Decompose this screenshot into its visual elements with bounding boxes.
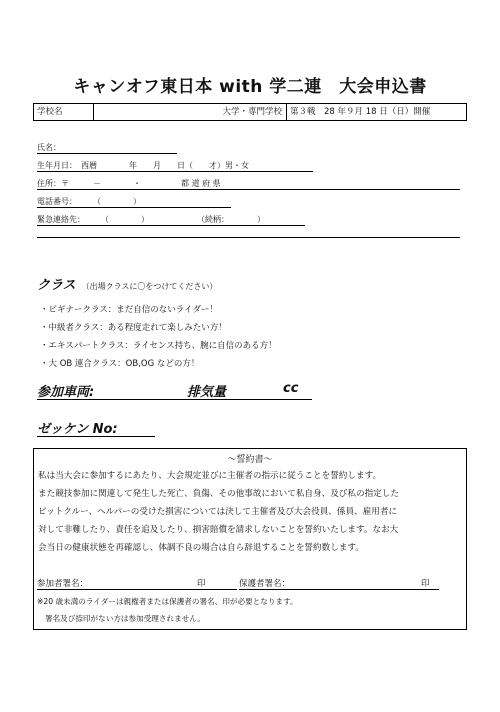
name-label: 氏名： [37, 142, 177, 154]
vehicle-label: 参加車両: [37, 385, 95, 400]
guardian-seal: 印 [421, 579, 430, 589]
phone-label: 電話番号： （ ） [37, 196, 231, 208]
header-table [33, 103, 467, 121]
class-option-intermediate[interactable]: ・中級者クラス：ある程度走れて楽しみたい方！ [40, 323, 227, 333]
zekken-field[interactable] [37, 418, 155, 437]
note-underage: ※20 歳未満のライダーは親権者または保護者の署名、印が必要となります。 [37, 597, 298, 606]
birth-field[interactable] [37, 160, 313, 172]
phone-field[interactable] [37, 196, 231, 208]
address-field[interactable] [37, 178, 460, 190]
cc-unit: cc [283, 381, 299, 396]
oath-line: 私は当大会に参加するにあたり、大会規定並びに主催者の指示に従うことを誓約します。 [38, 471, 382, 481]
participant-sig-label: 参加者署名： [37, 579, 89, 589]
page-title: キャンオフ東日本 with 学二連 大会申込書 [73, 77, 427, 97]
event-info: 第３戦 28 年９月 18 日（日）開催 [290, 107, 431, 117]
class-heading [37, 274, 217, 293]
displacement-label: 排気量 [187, 385, 227, 400]
note-signature-required: 署名及び捺印がない方は参加受理されません。 [45, 614, 205, 623]
emergency-field[interactable] [37, 214, 305, 226]
school-label: 学校名 [34, 104, 94, 120]
guardian-signature-field[interactable] [239, 577, 439, 590]
emergency-label: 緊急連絡先： （ ） （続柄： ） [37, 214, 305, 226]
participant-signature-field[interactable] [37, 577, 237, 590]
oath-line: また競技参加に関連して発生した死亡、負傷、その他事故において私自身、及び私の指定した [38, 489, 399, 499]
class-note: （出場クラスに〇をつけてください） [81, 282, 218, 291]
class-option-expert[interactable]: ・エキスパートクラス：ライセンス持ち、腕に自信のある方！ [40, 341, 277, 351]
oath-line: 対して非難したり、責任を追及したり、損害賠償を請求しないことを誓約いたします。なお大 [38, 525, 399, 535]
divider [37, 237, 460, 238]
class-option-beginner[interactable]: ・ビギナークラス：まだ自信のないライダー！ [40, 305, 218, 315]
class-option-ob[interactable]: ・大 OB 連合クラス：OB,OG などの方！ [40, 359, 200, 369]
zekken-label: ゼッケン No: [37, 422, 118, 437]
class-title: クラス [37, 278, 76, 293]
birth-label: 生年月日： 西暦 年 月 日（ 才）男・女 [37, 160, 313, 172]
guardian-sig-label: 保護者署名： [239, 579, 291, 589]
oath-line: ピットクルー、ヘルパーの受けた損害については決して主催者及び大会役員、係員、雇用者に [38, 507, 398, 517]
address-label: 住所：〒 － ・ 都 道 府 県 [37, 178, 460, 190]
oath-title: ～誓約書～ [227, 455, 273, 465]
oath-line: 会当日の健康状態を再確認し、体調不良の場合は自ら辞退することを誓約数します。 [38, 543, 364, 553]
oath-box [33, 448, 467, 630]
participant-seal: 印 [197, 579, 206, 589]
school-type[interactable]: 大学・専門学校 [94, 104, 287, 120]
oath-body [38, 467, 462, 557]
name-field[interactable] [37, 142, 177, 154]
vehicle-field[interactable] [37, 381, 312, 400]
